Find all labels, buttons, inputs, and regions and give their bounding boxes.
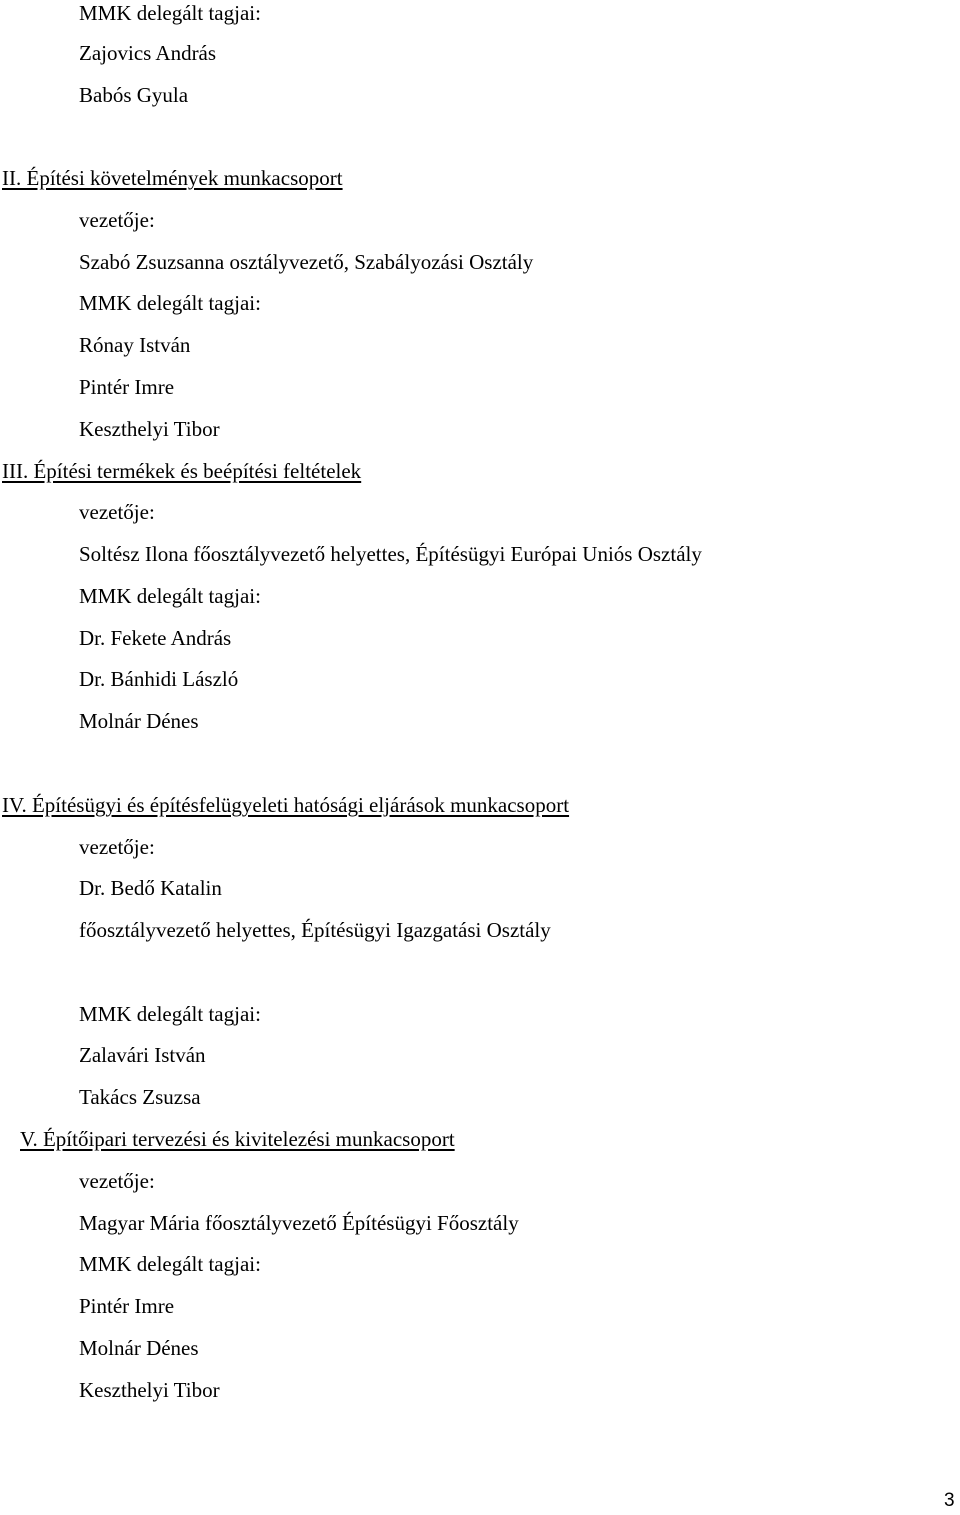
page-number: 3 [944,1490,955,1511]
leader-name: Szabó Zsuzsanna osztályvezető, Szabályozási Osztály [79,250,534,274]
delegates-label: MMK delegált tagjai: [79,1002,261,1026]
leader-label: vezetője: [79,500,155,524]
section-heading-v: V. Építőipari tervezési és kivitelezési munkacsoport [20,1127,455,1151]
delegate-name: Takács Zsuzsa [79,1085,201,1109]
leader-label: vezetője: [79,835,155,859]
leader-title: főosztályvezető helyettes, Építésügyi Igazgatási Osztály [79,918,551,942]
delegates-label: MMK delegált tagjai: [79,291,261,315]
section-heading-iv: IV. Építésügyi és építésfelügyeleti hatósági eljárások munkacsoport [2,793,570,817]
leader-name: Soltész Ilona főosztályvezető helyettes, Építésügyi Európai Uniós Osztály [79,542,702,566]
delegate-name: Molnár Dénes [79,709,199,733]
delegate-name: Keszthelyi Tibor [79,417,220,441]
delegates-label: MMK delegált tagjai: [79,1,261,25]
delegate-name: Dr. Bánhidi László [79,667,239,691]
delegate-name: Molnár Dénes [79,1336,199,1360]
delegate-name: Keszthelyi Tibor [79,1378,220,1402]
delegate-name: Zalavári István [79,1043,206,1067]
delegate-name: Rónay István [79,333,191,357]
delegate-name: Pintér Imre [79,375,175,399]
leader-name: Dr. Bedő Katalin [79,876,222,900]
section-heading-iii: III. Építési termékek és beépítési feltételek [2,459,362,483]
leader-name: Magyar Mária főosztályvezető Építésügyi Főosztály [79,1211,519,1235]
delegate-name: Pintér Imre [79,1294,175,1318]
leader-label: vezetője: [79,1169,155,1193]
leader-label: vezetője: [79,208,155,232]
delegate-name: Babós Gyula [79,83,189,107]
delegates-label: MMK delegált tagjai: [79,1252,261,1276]
section-heading-ii: II. Építési követelmények munkacsoport [2,166,343,190]
delegates-label: MMK delegált tagjai: [79,584,261,608]
delegate-name: Zajovics András [79,41,217,65]
delegate-name: Dr. Fekete András [79,626,232,650]
